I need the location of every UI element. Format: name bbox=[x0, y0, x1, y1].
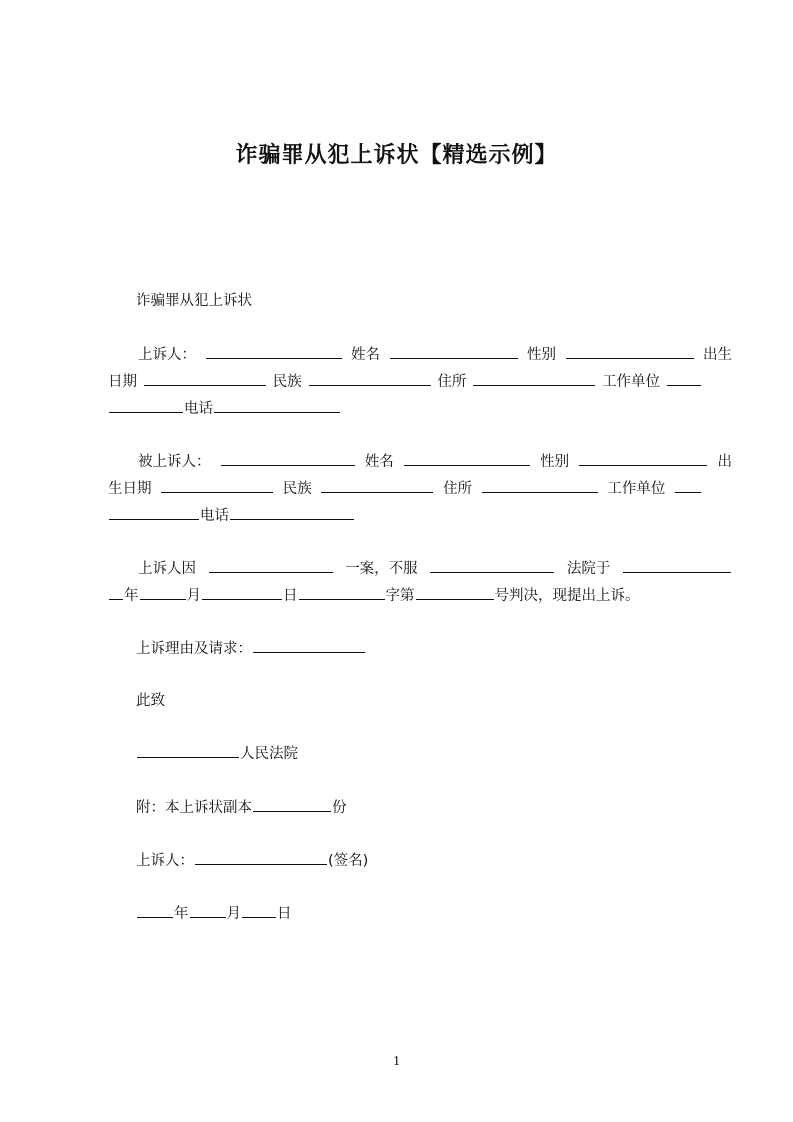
appellee-employer-blank-2[interactable] bbox=[109, 503, 199, 520]
appellee-gender-blank[interactable] bbox=[579, 449, 707, 466]
case-year-blank[interactable] bbox=[623, 556, 731, 573]
case-line-1 bbox=[108, 556, 732, 582]
date-line bbox=[108, 901, 730, 927]
court-name: 人民法院 bbox=[240, 746, 298, 762]
court-line bbox=[108, 741, 730, 767]
signature-label: 上诉人： bbox=[136, 853, 194, 869]
appellant-employer-blank[interactable] bbox=[667, 369, 701, 386]
attachment-line bbox=[108, 795, 730, 821]
date-month-blank[interactable] bbox=[190, 901, 226, 918]
appellant-birth-blank[interactable] bbox=[144, 369, 266, 386]
appellee-blank[interactable] bbox=[221, 449, 355, 466]
appellant-address-label: 住所 bbox=[437, 374, 467, 390]
appellee-employer-label: 工作单位 bbox=[607, 481, 666, 497]
case-number-blank[interactable] bbox=[416, 583, 494, 600]
appellee-phone-blank[interactable] bbox=[230, 503, 354, 520]
case-zi-blank[interactable] bbox=[299, 583, 385, 600]
appellee-line-2 bbox=[108, 476, 702, 502]
appellee-birth-label: 出 bbox=[717, 454, 732, 470]
appellee-line-1 bbox=[108, 449, 732, 475]
signature-suffix: (签名) bbox=[328, 853, 369, 869]
appellant-line-1 bbox=[108, 342, 732, 368]
appellant-address-blank[interactable] bbox=[473, 369, 595, 386]
appellant-ethnicity-blank[interactable] bbox=[309, 369, 431, 386]
appellant-phone-blank[interactable] bbox=[214, 396, 340, 413]
case-suffix: 号判决，现提出上诉。 bbox=[494, 588, 640, 604]
appellant-gender-label: 性别 bbox=[527, 347, 556, 363]
case-year: 年 bbox=[124, 588, 139, 604]
appellee-address-blank[interactable] bbox=[482, 476, 598, 493]
case-zi-di: 字第 bbox=[385, 588, 415, 604]
appellant-birth-label: 出生 bbox=[703, 347, 732, 363]
date-month: 月 bbox=[226, 906, 241, 922]
case-day: 日 bbox=[283, 588, 298, 604]
case-prefix: 上诉人因 bbox=[138, 561, 196, 577]
court-blank[interactable] bbox=[430, 556, 554, 573]
case-month-blank[interactable] bbox=[140, 583, 186, 600]
salutation: 此致 bbox=[136, 693, 165, 709]
attachment-prefix: 附：本上诉状副本 bbox=[136, 800, 252, 816]
appellee-birth-blank[interactable] bbox=[161, 476, 273, 493]
appellee-ethnicity-blank[interactable] bbox=[321, 476, 433, 493]
appellant-employer-label: 工作单位 bbox=[602, 374, 661, 390]
reasons-blank[interactable] bbox=[253, 636, 365, 653]
court-name-blank[interactable] bbox=[137, 741, 239, 758]
date-day: 日 bbox=[277, 906, 292, 922]
date-year: 年 bbox=[174, 906, 189, 922]
appellant-blank[interactable] bbox=[206, 342, 342, 359]
case-text: 一案，不服 bbox=[345, 561, 418, 577]
copies-blank[interactable] bbox=[253, 795, 331, 812]
appellee-name-label: 姓名 bbox=[364, 454, 394, 470]
appellee-gender-label: 性别 bbox=[540, 454, 570, 470]
appellant-birth-label-2: 日期 bbox=[108, 374, 137, 390]
appellant-line-3 bbox=[108, 396, 702, 422]
date-day-blank[interactable] bbox=[242, 901, 276, 918]
case-line-2 bbox=[108, 583, 702, 609]
date-year-blank[interactable] bbox=[137, 901, 173, 918]
page-number: 1 bbox=[393, 1054, 400, 1069]
case-court: 法院于 bbox=[566, 561, 611, 577]
appellee-name-blank[interactable] bbox=[404, 449, 530, 466]
case-day-blank[interactable] bbox=[202, 583, 282, 600]
appellant-employer-blank-2[interactable] bbox=[109, 396, 183, 413]
page-title: 诈骗罪从犯上诉状【精选示例】 bbox=[235, 143, 558, 168]
appellee-line-3 bbox=[108, 503, 702, 529]
case-name-blank[interactable] bbox=[209, 556, 333, 573]
appellee-employer-blank[interactable] bbox=[675, 476, 701, 493]
appellant-name-blank[interactable] bbox=[390, 342, 518, 359]
case-month: 月 bbox=[186, 588, 201, 604]
appellant-name-label: 姓名 bbox=[351, 347, 380, 363]
appellee-ethnicity-label: 民族 bbox=[282, 481, 312, 497]
appellee-phone-label: 电话 bbox=[200, 508, 229, 524]
document-subtitle: 诈骗罪从犯上诉状 bbox=[136, 293, 252, 309]
case-year-blank-2[interactable] bbox=[109, 583, 123, 600]
signature-blank[interactable] bbox=[195, 848, 327, 865]
appellant-ethnicity-label: 民族 bbox=[272, 374, 302, 390]
attachment-suffix: 份 bbox=[332, 800, 347, 816]
appellant-label: 上诉人： bbox=[138, 347, 196, 363]
appellee-birth-label-2: 生日期 bbox=[108, 481, 152, 497]
signature-line bbox=[108, 848, 730, 874]
appellant-line-2 bbox=[108, 369, 702, 395]
appellant-gender-blank[interactable] bbox=[566, 342, 694, 359]
appellee-label: 被上诉人： bbox=[138, 454, 211, 470]
appellant-phone-label: 电话 bbox=[184, 401, 213, 417]
reasons-line bbox=[108, 636, 730, 662]
appellee-address-label: 住所 bbox=[443, 481, 473, 497]
reasons-label: 上诉理由及请求： bbox=[136, 641, 252, 657]
